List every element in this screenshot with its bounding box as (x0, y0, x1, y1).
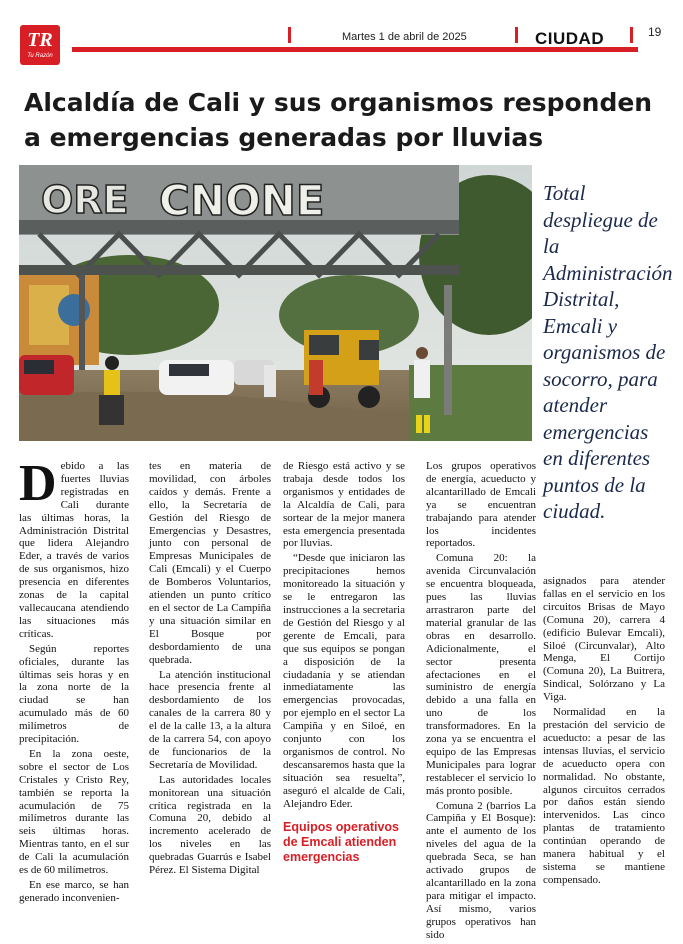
article-deck: Total despliegue de la Administración Distrital, Emcali y organismos de socorro, para atender emergencias en diferentes puntos de la ciudad. (543, 181, 673, 523)
flood-street-photo (19, 165, 532, 441)
paragraph: Según reportes oficiales, durante las últimas seis horas y en la zona norte de la ciudad se han acumulado más de 60 milímetros de precipitación. (19, 642, 129, 746)
logo-letters: TR (27, 29, 53, 51)
article-headline: Alcaldía de Cali y sus organismos responden a emergencias generadas por lluvias (24, 88, 653, 152)
text-column-3 (283, 460, 405, 865)
paragraph: tes en materia de movilidad, con árboles caídos y demás. Frente a ello, la Secretaría de Gestión del Riesgo de Emergencias y Desastres, junto con personal de Empresas Municipales de Cali (Emcali) y el Cuerpo de Bomberos Voluntarios, atienden un punto crítico en el sector de La Campiña y una situación similar en El Bosque por desbordamiento de una quebrada. (149, 460, 271, 666)
logo-name: Tu Razón (27, 53, 53, 59)
drop-cap: D (19, 455, 57, 512)
paragraph: Normalidad en la prestación del servicio de acueducto: a pesar de las intensas lluvias, el servicio de acueducto opera con normalidad. No obstante, algunos circuitos cerrados por daños están siendo intervenidos. Las cinco plantas de tratamiento continúan operando de manera habitual y el sistema se mantiene compensado. (543, 706, 665, 886)
bridge-graffiti-left: ORE (41, 178, 129, 222)
header-divider (288, 27, 291, 43)
quote-paragraph: “Desde que iniciaron las precipitaciones hemos monitoreado la situación y se le entregaron las instrucciones a la secretaria de Gestión del Riesgo y al gerente de Emcali, para que sus equipos se pongan a disposición de la ciudadanía y se atiendan inmediatamente las emergencias provocadas, por ejemplo en el sector La Campiña y en Siloé, en conjunto con los organismos de control. No descansaremos hasta que la situación sea resuelta”, aseguró el alcalde de Cali, Alejandro Eder. (283, 552, 405, 810)
paragraph: asignados para atender fallas en el servicio en los circuitos Brisas de Mayo (Comuna 20), carrera 4 (edificio Bulevar Emcali), Siloé (Circunvalar), Alto Menga, El Cortijo (Comuna 20), La Buitrera, Sindical, Solórzano y La Viga. (543, 575, 665, 704)
paragraph: Comuna 20: la avenida Circunvalación se encuentra bloqueada, pues las lluvias arrastraron parte del material granular de las obras en desarrollo. Adicionalmente, el sector presenta afectaciones en el suministro de energía debido a una falla en uno de los transformadores. En la zona ya se encuentra el equipo de las Empresas Municipales para lograr restablecer el servicio lo más pronto posible. (426, 552, 536, 797)
bridge-graffiti: CNONE (159, 176, 325, 225)
text-column-1 (19, 455, 129, 907)
newspaper-logo (20, 25, 60, 65)
text-column-4 (426, 460, 536, 944)
section-name: CIUDAD (535, 29, 605, 48)
text-column-5 (543, 575, 665, 889)
header-divider (630, 27, 633, 43)
issue-date: Martes 1 de abril de 2025 (342, 31, 467, 43)
paragraph: Los grupos operativos de energía, acueducto y alcantarillado de Emcali ya se encuentran trabajando para atender los incidentes reportados. (426, 460, 536, 550)
lead-paragraph (19, 455, 129, 641)
paragraph: Comuna 2 (barrios La Campiña y El Bosque): ante el aumento de los niveles del agua de la quebrada Seca, se han activado grupos de alcantarillado en la zona para mitigar el impacto. Así mismo, varios grupos operativos han sido (426, 799, 536, 941)
paragraph: La atención institucional hace presencia frente al desbordamiento de los canales de la carrera 80 y el de la calle 13, a la altura de la carrera 54, con apoyo de funcionarios de la Secretaría de Movilidad. (149, 668, 271, 771)
header-divider (515, 27, 518, 43)
page-number: 19 (648, 25, 662, 39)
section-subhead: Equipos operativos de Emcali atienden emergencias (283, 820, 399, 865)
article-photo (19, 165, 532, 441)
lead-text: ebido a las fuertes lluvias registradas en Cali durante las últimas horas, la Administración Distrital que lidera Alejandro Eder, a través de varios de sus organismos, hizo presencia en diferentes zonas de la capital vallecaucana atendiendo las situaciones más críticas. (19, 460, 129, 640)
paragraph: de Riesgo está activo y se trabaja desde todos los organismos y entidades de la Alcaldía de Cali, para sortear de la mejor manera esta emergencia presentada por lluvias. (283, 460, 405, 550)
text-column-2 (149, 460, 271, 879)
paragraph: En la zona oeste, sobre el sector de Los Cristales y Cristo Rey, también se reporta la acumulación de 75 milímetros durante las seis últimas horas. Mientras tanto, en el sur de Cali la acumulación es de 60 milímetros. (19, 747, 129, 877)
paragraph: En ese marco, se han generado inconvenien- (19, 879, 129, 904)
paragraph: Las autoridades locales monitorean una situación crítica registrada en la Comuna 20, debido al incremento acelerado de los niveles en las quebradas Guarrús e Isabel Pérez. El Sistema Digital (149, 773, 271, 877)
